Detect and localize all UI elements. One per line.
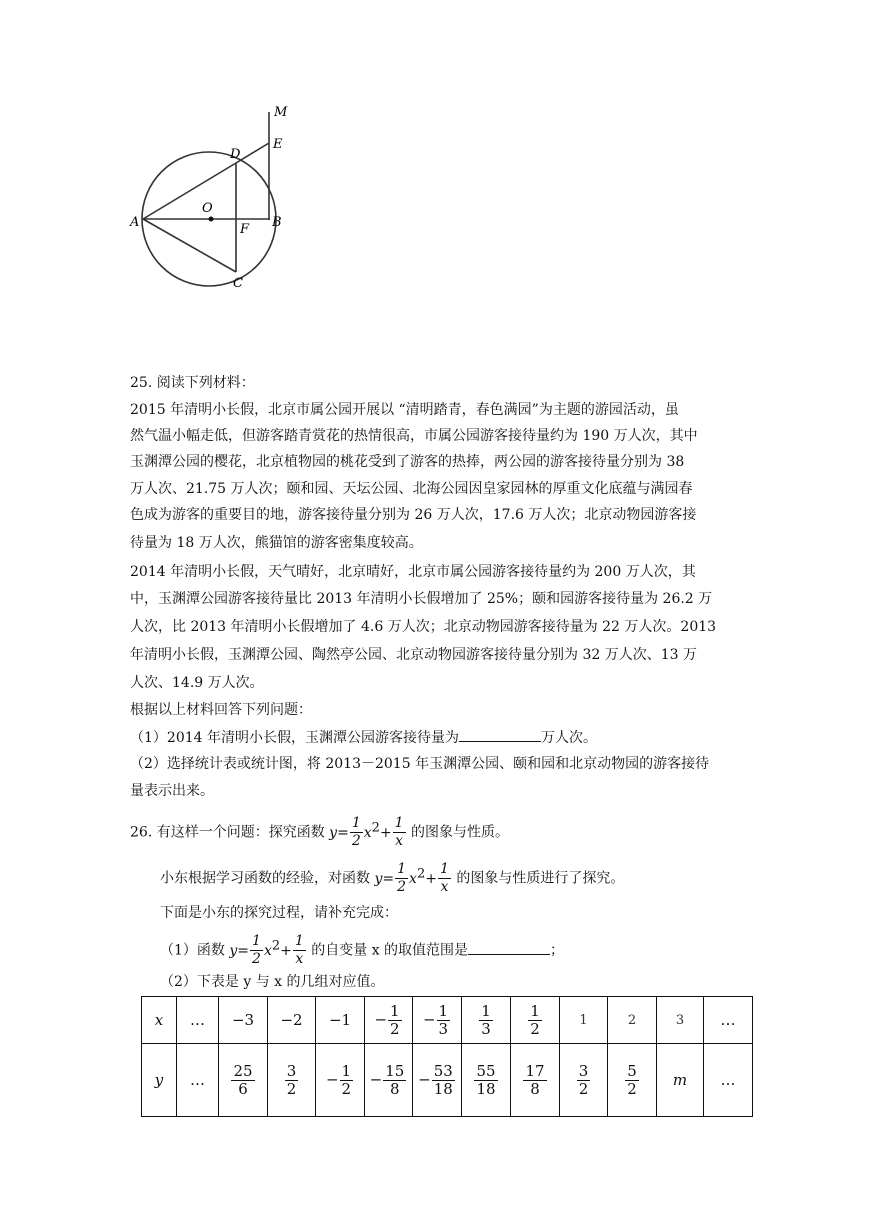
q25-p1-line: 然气温小幅走低，但游客踏青赏花的热情很高，市属公园游客接待量约为 190 万人次，其中 (130, 428, 698, 444)
table-y-cell (608, 1044, 657, 1117)
table-y-cell: … (704, 1044, 753, 1117)
table-x-cell: … (177, 997, 219, 1044)
q25-sub1-unit: 万人次。 (541, 730, 597, 746)
fraction (383, 1063, 406, 1098)
frac-den: 2 (341, 1079, 352, 1098)
frac-num: 25 (233, 1061, 253, 1080)
xy-value-table (141, 996, 753, 1117)
frac-num: 3 (286, 1061, 297, 1080)
q26-line2 (160, 856, 624, 897)
q25-p2-line: 2014 年清明小长假，天气晴好，北京晴好，北京市属公园游客接待量约为 200 万人次，其 (130, 564, 696, 580)
plus-sign: + (280, 942, 292, 959)
plus-sign: + (425, 870, 437, 887)
exponent: 2 (271, 938, 281, 953)
fraction (438, 861, 451, 896)
center-point-o (209, 217, 214, 222)
table-row-x (142, 997, 753, 1044)
chord-ad (143, 163, 236, 219)
q25-title: 25. 阅读下列材料： (130, 375, 255, 391)
frac-den: 2 (286, 1079, 297, 1098)
frac-den: 8 (390, 1079, 400, 1098)
var-y: y (374, 870, 383, 887)
eq-sign: = (237, 942, 250, 959)
frac-num: 1 (481, 1001, 491, 1020)
frac-num: 5 (627, 1061, 637, 1080)
table-x-cell: 3 (657, 997, 704, 1044)
label-f: F (240, 222, 250, 237)
frac-den: x (295, 951, 304, 968)
label-b: B (272, 215, 282, 230)
table-x-cell (511, 997, 560, 1044)
frac-num: 15 (385, 1061, 405, 1080)
fraction (231, 1063, 254, 1098)
table-x-cell: −1 (316, 997, 365, 1044)
var-x: x (363, 824, 372, 841)
q25-p1-line: 色成为游客的重要目的地，游客接待量分别为 26 万人次，17.6 万人次；北京动物园游客接 (130, 507, 697, 523)
function-expression (374, 861, 451, 896)
fraction (285, 1063, 299, 1098)
q25-p1-line: 玉渊潭公园的樱花，北京植物园的桃花受到了游客的热捧，两公园的游客接待量分别为 38 (130, 454, 685, 470)
q25-p2-line: 年清明小长假，玉渊潭公园、陶然亭公园、北京动物园游客接待量分别为 32 万人次、13 万 (130, 647, 697, 663)
fraction (577, 1063, 591, 1098)
fraction (340, 1063, 354, 1098)
frac-den: 2 (390, 1019, 400, 1038)
table-y-cell (413, 1044, 462, 1117)
table-y-cell: … (177, 1044, 219, 1117)
frac-den: 6 (238, 1079, 248, 1098)
exponent: 2 (371, 820, 380, 835)
table-y-cell (268, 1044, 316, 1117)
fraction (528, 1003, 542, 1038)
table-row-y (142, 1044, 753, 1117)
frac-num: 1 (438, 1001, 449, 1020)
table-x-cell (462, 997, 511, 1044)
label-o: O (202, 201, 213, 216)
q26-line3: 下面是小东的探究过程，请补充完成： (160, 905, 398, 921)
frac-den: x (395, 833, 404, 850)
table-x-cell: −2 (268, 997, 316, 1044)
fraction (350, 815, 363, 850)
q26-title (130, 810, 509, 851)
function-expression (229, 933, 306, 968)
exponent: 2 (416, 866, 426, 881)
q25-p2-line: 人次，比 2013 年清明小长假增加了 4.6 万人次；北京动物园游客接待量为 22 万人次。2013 (130, 619, 717, 635)
answer-blank[interactable] (468, 940, 550, 955)
table-header-y: y (142, 1044, 177, 1117)
q25-p2-line: 中，玉渊潭公园游客接待量比 2013 年清明小长假增加了 25%；颐和园游客接待量为 26.2 万 (130, 591, 713, 607)
table-header-x: x (142, 997, 177, 1044)
table-x-cell: … (704, 997, 753, 1044)
minus-sign: − (374, 1010, 388, 1028)
q25-sub2-line: （2）选择统计表或统计图，将 2013－2015 年玉渊潭公园、颐和园和北京动物园的游客接待 (130, 756, 710, 772)
table-x-cell: −3 (219, 997, 268, 1044)
fraction (388, 1003, 402, 1038)
label-d: D (230, 147, 241, 162)
var-x: x (409, 870, 417, 887)
q26-line2-text: 小东根据学习函数的经验，对函数 (160, 870, 370, 887)
frac-num: 1 (390, 1001, 400, 1020)
frac-num: 1 (439, 861, 449, 878)
fraction (250, 933, 263, 968)
q25-p1-line: 2015 年清明小长假，北京市属公园开展以 “清明踏青，春色满园”为主题的游园活动，虽 (130, 402, 679, 418)
fraction (523, 1063, 546, 1098)
frac-num: 17 (525, 1061, 545, 1080)
frac-den: 18 (476, 1079, 496, 1098)
table-y-cell (511, 1044, 560, 1117)
table-y-cell (462, 1044, 511, 1117)
fraction (474, 1063, 497, 1098)
q26-sub1-end: ； (550, 942, 565, 959)
fraction (479, 1003, 493, 1038)
frac-num: 1 (294, 933, 304, 950)
var-y: y (229, 942, 238, 959)
frac-num: 1 (530, 1001, 540, 1020)
frac-den: 3 (438, 1019, 449, 1038)
q26-line2-end: 的图象与性质进行了探究。 (456, 870, 625, 887)
table-y-cell (560, 1044, 608, 1117)
minus-sign: − (418, 1070, 431, 1088)
table-y-cell (316, 1044, 365, 1117)
q25-p1-line: 待量为 18 万人次，熊猫馆的游客密集度较高。 (130, 535, 423, 551)
frac-den: 2 (578, 1079, 589, 1098)
frac-den: 18 (433, 1079, 453, 1098)
minus-sign: − (325, 1070, 339, 1088)
table-x-cell: 1 (560, 997, 608, 1044)
frac-num: 1 (397, 861, 407, 878)
var-x: x (263, 942, 272, 959)
answer-blank[interactable] (459, 727, 541, 742)
frac-den: 2 (252, 951, 261, 968)
table-y-cell: m (657, 1044, 704, 1117)
q26-sub2: （2）下表是 y 与 x 的几组对应值。 (160, 974, 385, 990)
table-y-cell (219, 1044, 268, 1117)
fraction (395, 861, 408, 896)
minus-sign: − (369, 1070, 383, 1088)
fraction (437, 1003, 451, 1038)
q25-prompt: 根据以上材料回答下列问题： (130, 702, 312, 718)
table-y-cell (365, 1044, 413, 1117)
q26-sub1-text: （1）函数 (160, 942, 225, 959)
frac-den: 2 (627, 1079, 637, 1098)
eq-sign: = (337, 824, 349, 841)
frac-num: 3 (578, 1061, 589, 1080)
circle-geometry-figure (125, 100, 305, 300)
frac-num: 1 (394, 815, 404, 832)
frac-num: 55 (476, 1061, 496, 1080)
q25-sub1-text: （1）2014 年清明小长假，玉渊潭公园游客接待量为 (130, 730, 459, 746)
q25-p2-line: 人次、14.9 万人次。 (130, 675, 264, 691)
q26-title-text: 26. 有这样一个问题：探究函数 (130, 824, 325, 841)
plus-sign: + (379, 824, 392, 841)
fraction (393, 815, 406, 850)
frac-den: 3 (481, 1019, 491, 1038)
var-y: y (329, 824, 338, 841)
q25-sub2-line: 量表示出来。 (130, 783, 214, 799)
label-m: M (274, 105, 288, 120)
q25-p1-line: 万人次、21.75 万人次；颐和园、天坛公园、北海公园因皇家园林的厚重文化底蕴与满园春 (130, 481, 693, 497)
frac-den: 8 (530, 1079, 540, 1098)
frac-den: 2 (397, 879, 407, 896)
frac-num: 1 (252, 933, 261, 950)
table-x-cell (365, 997, 413, 1044)
function-expression (329, 815, 406, 850)
chord-ac (143, 219, 236, 272)
frac-num: 53 (433, 1061, 453, 1080)
frac-num: 1 (341, 1061, 352, 1080)
q26-sub1-question: 的自变量 x 的取值范围是 (311, 942, 469, 959)
q25-sub1 (130, 727, 597, 748)
label-c: C (233, 276, 243, 291)
table-x-cell (413, 997, 462, 1044)
frac-den: x (440, 879, 449, 896)
q26-title-end: 的图象与性质。 (411, 824, 510, 841)
minus-sign: − (422, 1010, 436, 1028)
q26-sub1 (160, 928, 564, 969)
fraction (432, 1063, 455, 1098)
fraction (293, 933, 306, 968)
frac-num: 1 (351, 815, 361, 832)
frac-den: 2 (351, 833, 361, 850)
label-a: A (130, 215, 140, 230)
eq-sign: = (382, 870, 395, 887)
line-de (236, 143, 269, 163)
fraction (625, 1063, 639, 1098)
table-x-cell: 2 (608, 997, 657, 1044)
label-e: E (273, 137, 283, 152)
frac-den: 2 (530, 1019, 540, 1038)
